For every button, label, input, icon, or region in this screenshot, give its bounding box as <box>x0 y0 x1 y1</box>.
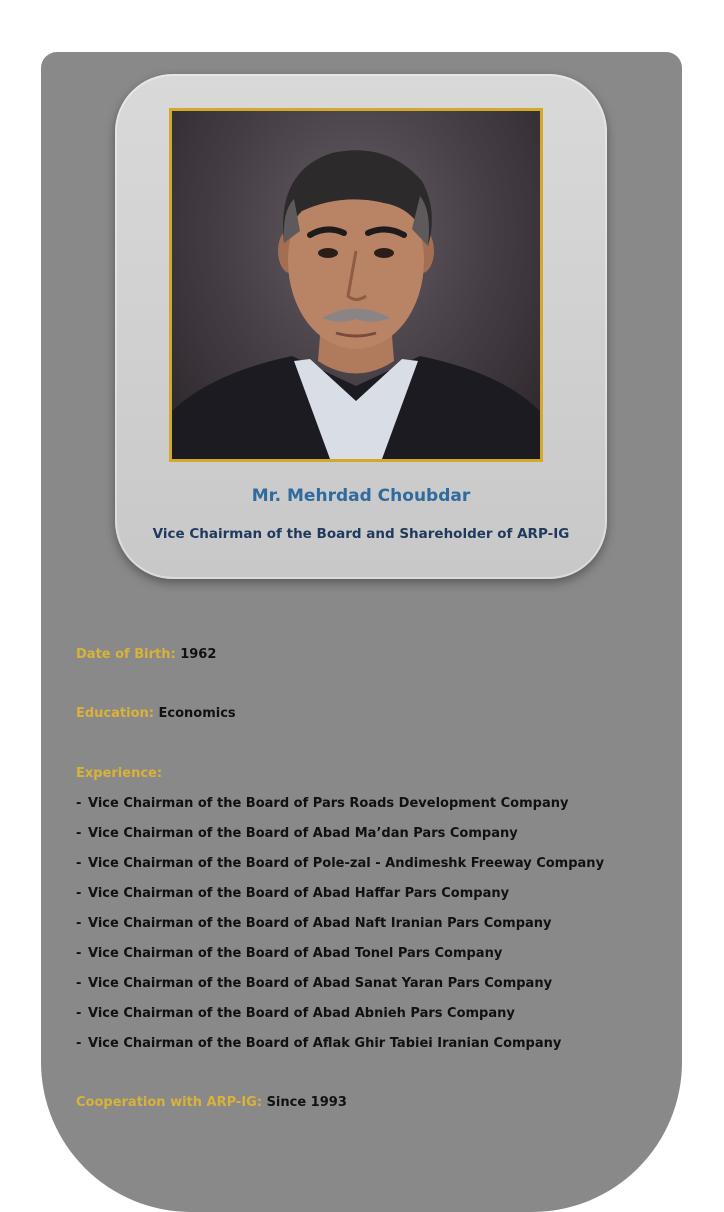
list-item: - Vice Chairman of the Board of Aflak Ghir Tabiei Iranian Company <box>76 1036 562 1051</box>
list-item: - Vice Chairman of the Board of Pole-zal - Andimeshk Freeway Company <box>76 856 605 871</box>
cooperation-label: Cooperation with ARP-IG: <box>76 1095 263 1110</box>
dob-label: Date of Birth: <box>76 647 176 662</box>
experience-list <box>76 795 604 1065</box>
experience-item: Vice Chairman of the Board of Pars Roads Development Company <box>88 796 569 811</box>
dob-row <box>76 647 216 662</box>
experience-item: Vice Chairman of the Board of Abad Abnieh Pars Company <box>88 1006 515 1021</box>
list-item: - Vice Chairman of the Board of Pars Roads Development Company <box>76 796 569 811</box>
list-item: - Vice Chairman of the Board of Abad Naft Iranian Pars Company <box>76 916 552 931</box>
experience-item: Vice Chairman of the Board of Aflak Ghir Tabiei Iranian Company <box>88 1036 562 1051</box>
portrait-photo <box>169 108 543 462</box>
experience-item: Vice Chairman of the Board of Abad Ma’dan Pars Company <box>88 826 518 841</box>
cooperation-value: Since 1993 <box>266 1095 347 1110</box>
education-row <box>76 706 236 721</box>
education-label: Education: <box>76 706 154 721</box>
experience-heading <box>76 766 162 781</box>
list-item: - Vice Chairman of the Board of Abad Abnieh Pars Company <box>76 1006 515 1021</box>
portrait-illustration <box>172 111 540 459</box>
experience-item: Vice Chairman of the Board of Abad Tonel Pars Company <box>88 946 503 961</box>
list-item: - Vice Chairman of the Board of Abad Tonel Pars Company <box>76 946 503 961</box>
dob-value: 1962 <box>180 647 217 662</box>
education-value: Economics <box>158 706 236 721</box>
experience-item: Vice Chairman of the Board of Pole-zal - Andimeshk Freeway Company <box>88 856 605 871</box>
list-item: - Vice Chairman of the Board of Abad Haffar Pars Company <box>76 886 510 901</box>
person-name: Mr. Mehrdad Choubdar <box>251 486 471 506</box>
experience-item: Vice Chairman of the Board of Abad Haffar Pars Company <box>88 886 510 901</box>
experience-item: Vice Chairman of the Board of Abad Naft Iranian Pars Company <box>88 916 552 931</box>
cooperation-row <box>76 1095 347 1110</box>
experience-item: Vice Chairman of the Board of Abad Sanat Yaran Pars Company <box>88 976 553 991</box>
photo-panel <box>115 74 607 579</box>
person-title: Vice Chairman of the Board and Shareholder of ARP-IG <box>152 526 570 542</box>
list-item: - Vice Chairman of the Board of Abad Sanat Yaran Pars Company <box>76 976 553 991</box>
experience-label: Experience: <box>76 766 163 781</box>
list-item: - Vice Chairman of the Board of Abad Ma’dan Pars Company <box>76 826 518 841</box>
